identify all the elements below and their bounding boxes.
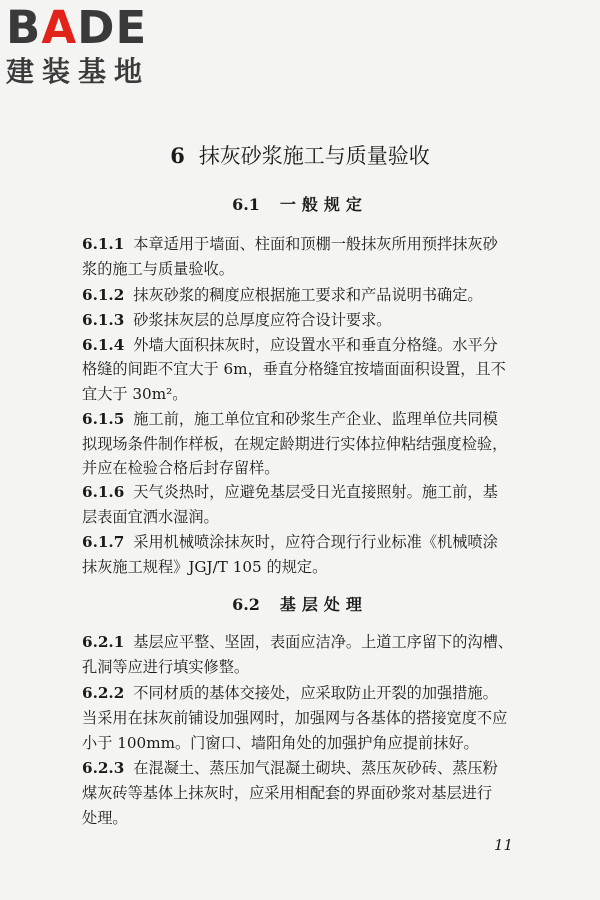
paragraph-line: 6.2.2 不同材质的基体交接处，应采取防止开裂的加强措施。 [82, 684, 498, 702]
paragraph-line: 6.1.1 本章适用于墙面、柱面和顶棚一般抹灰所用预拌抹灰砂 [82, 235, 498, 253]
chapter-number: 6 [170, 143, 185, 168]
clause-number: 6.1.7 [82, 533, 125, 551]
paragraph-line: 处理。 [82, 809, 128, 827]
chapter-title-text: 抹灰砂浆施工与质量验收 [198, 144, 430, 168]
clause-number: 6.1.5 [82, 410, 125, 428]
paragraph-line: 当采用在抹灰前铺设加强网时，加强网与各基体的搭接宽度不应 [82, 709, 508, 727]
clause-number: 6.2.3 [82, 759, 125, 777]
logo-wordmark: BADE [6, 1, 148, 54]
paragraph-line: 6.2.1 基层应平整、坚固，表面应洁净。上道工序留下的沟槽、 [82, 633, 513, 651]
paragraph-line: 宜大于 30m²。 [82, 385, 188, 403]
clause-number: 6.2.1 [82, 633, 125, 651]
paragraph-line: 煤灰砖等基体上抹灰时，应采用相配套的界面砂浆对基层进行 [82, 784, 493, 802]
clause-number: 6.1.1 [82, 235, 125, 253]
clause-number: 6.2.2 [82, 684, 125, 702]
brand-logo [6, 1, 176, 100]
paragraph-line: 6.1.2 抹灰砂浆的稠度应根据施工要求和产品说明书确定。 [82, 286, 483, 304]
paragraph-line: 小于 100mm。门窗口、墙阳角处的加强护角应提前抹好。 [82, 734, 479, 752]
paragraph-line: 拟现场条件制作样板，在规定龄期进行实体拉伸粘结强度检验， [82, 435, 508, 453]
clause-number: 6.1.2 [82, 286, 125, 304]
paragraph-line: 6.1.7 采用机械喷涂抹灰时，应符合现行行业标准《机械喷涂 [82, 533, 498, 551]
paragraph-line: 抹灰施工规程》JGJ/T 105 的规定。 [82, 558, 328, 576]
paragraph-line: 6.1.6 天气炎热时，应避免基层受日光直接照射。施工前，基 [82, 483, 498, 501]
paragraph-line: 浆的施工与质量验收。 [82, 260, 234, 278]
paragraph-line: 6.1.4 外墙大面积抹灰时，应设置水平和垂直分格缝。水平分 [82, 336, 498, 354]
clause-number: 6.1.6 [82, 483, 125, 501]
section-heading: 6.2 基层处理 [232, 595, 368, 614]
paragraph-line: 6.2.3 在混凝土、蒸压加气混凝土砌块、蒸压灰砂砖、蒸压粉 [82, 759, 498, 777]
paragraph-line: 孔洞等应进行填实修整。 [82, 658, 250, 676]
clause-number: 6.1.3 [82, 311, 125, 329]
chapter-title [0, 140, 600, 170]
logo-subtitle: 建装基地 [6, 55, 151, 88]
paragraph-line: 6.1.3 砂浆抹灰层的总厚度应符合设计要求。 [82, 311, 392, 329]
paragraph-line: 层表面宜洒水湿润。 [82, 508, 219, 526]
paragraph-line: 6.1.5 施工前，施工单位宜和砂浆生产企业、监理单位共同模 [82, 410, 498, 428]
paragraph-line: 格缝的间距不宜大于 6m，垂直分格缝宜按墙面面积设置，且不 [82, 360, 506, 378]
page-number: 11 [494, 836, 514, 854]
clause-number: 6.1.4 [82, 336, 125, 354]
section-heading: 6.1 一般规定 [232, 195, 368, 214]
paragraph-line: 并应在检验合格后封存留样。 [82, 459, 280, 477]
